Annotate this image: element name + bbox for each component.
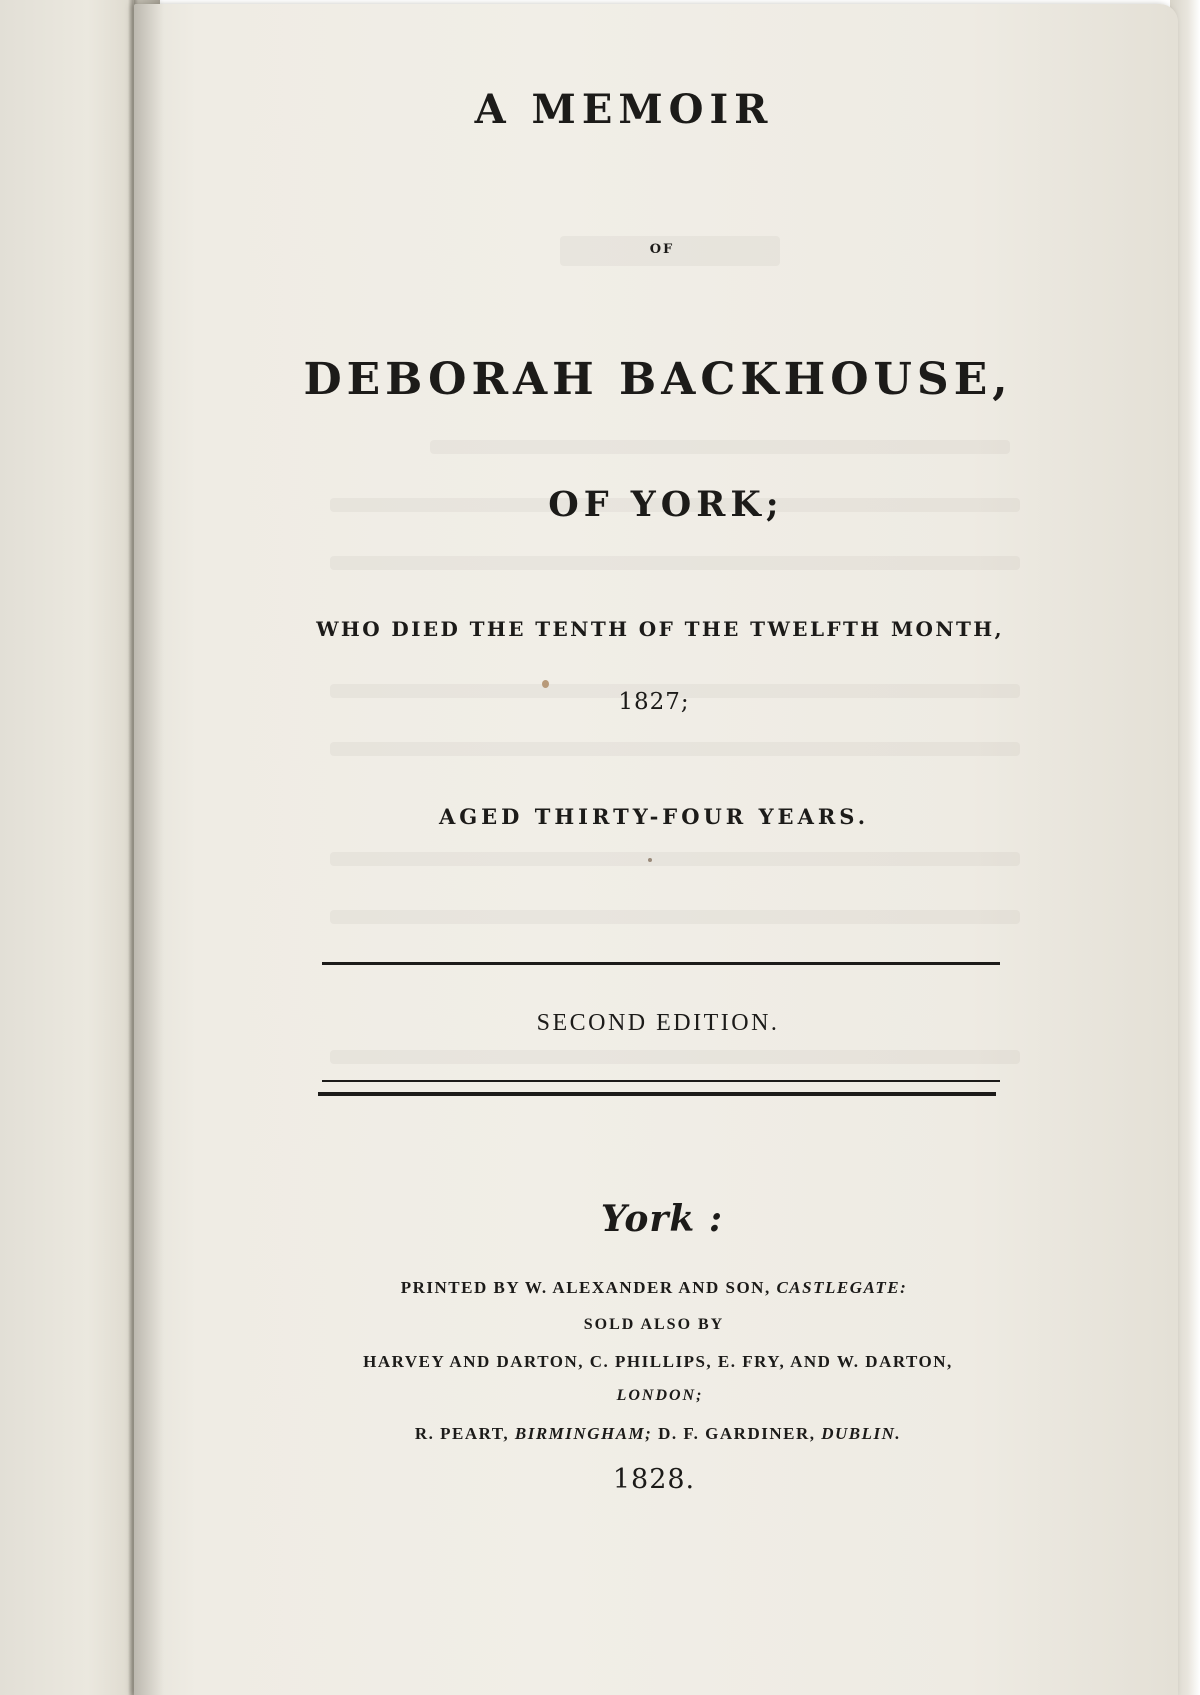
provincial-sellers-line [58,1424,1200,1444]
london-line: LONDON; [616,1387,704,1404]
rule-double-top [322,1080,1000,1082]
printer-location: CASTLEGATE: [776,1278,908,1297]
foxing-spot [542,680,549,688]
show-through-text [330,910,1020,924]
edition-line: SECOND EDITION. [536,1010,780,1036]
death-date-line: WHO DIED THE TENTH OF THE TWELFTH MONTH, [316,617,1004,641]
sold-also-line: SOLD ALSO BY [583,1316,725,1333]
birmingham-location: BIRMINGHAM; [514,1424,653,1443]
memoir-title: A MEMOIR [474,86,774,133]
show-through-text [430,440,1010,454]
subject-name: DEBORAH BACKHOUSE, [303,354,1013,405]
printer-line [54,1278,1200,1298]
imprint-city: York : [600,1198,724,1240]
of-line: OF [649,242,675,257]
dublin-location: DUBLIN. [821,1424,902,1443]
sellers-line: HARVEY AND DARTON, C. PHILLIPS, E. FRY, AND W. DARTON, [363,1352,953,1371]
printer-name: PRINTED BY W. ALEXANDER AND SON, [400,1278,771,1297]
foxing-spot [648,858,652,862]
rule-single [322,962,1000,965]
age-line: AGED THIRTY-FOUR YEARS. [438,804,870,829]
show-through-text [330,556,1020,570]
rule-double-bottom [318,1092,996,1096]
death-year: 1827; [618,689,690,715]
gardiner-name: D. F. GARDINER, [658,1424,816,1443]
show-through-text [330,852,1020,866]
show-through-text [330,1050,1020,1064]
show-through-text [330,742,1020,756]
subject-place: OF YORK; [548,484,784,525]
peart-name: R. PEART, [414,1424,510,1443]
publication-year: 1828. [612,1464,696,1495]
